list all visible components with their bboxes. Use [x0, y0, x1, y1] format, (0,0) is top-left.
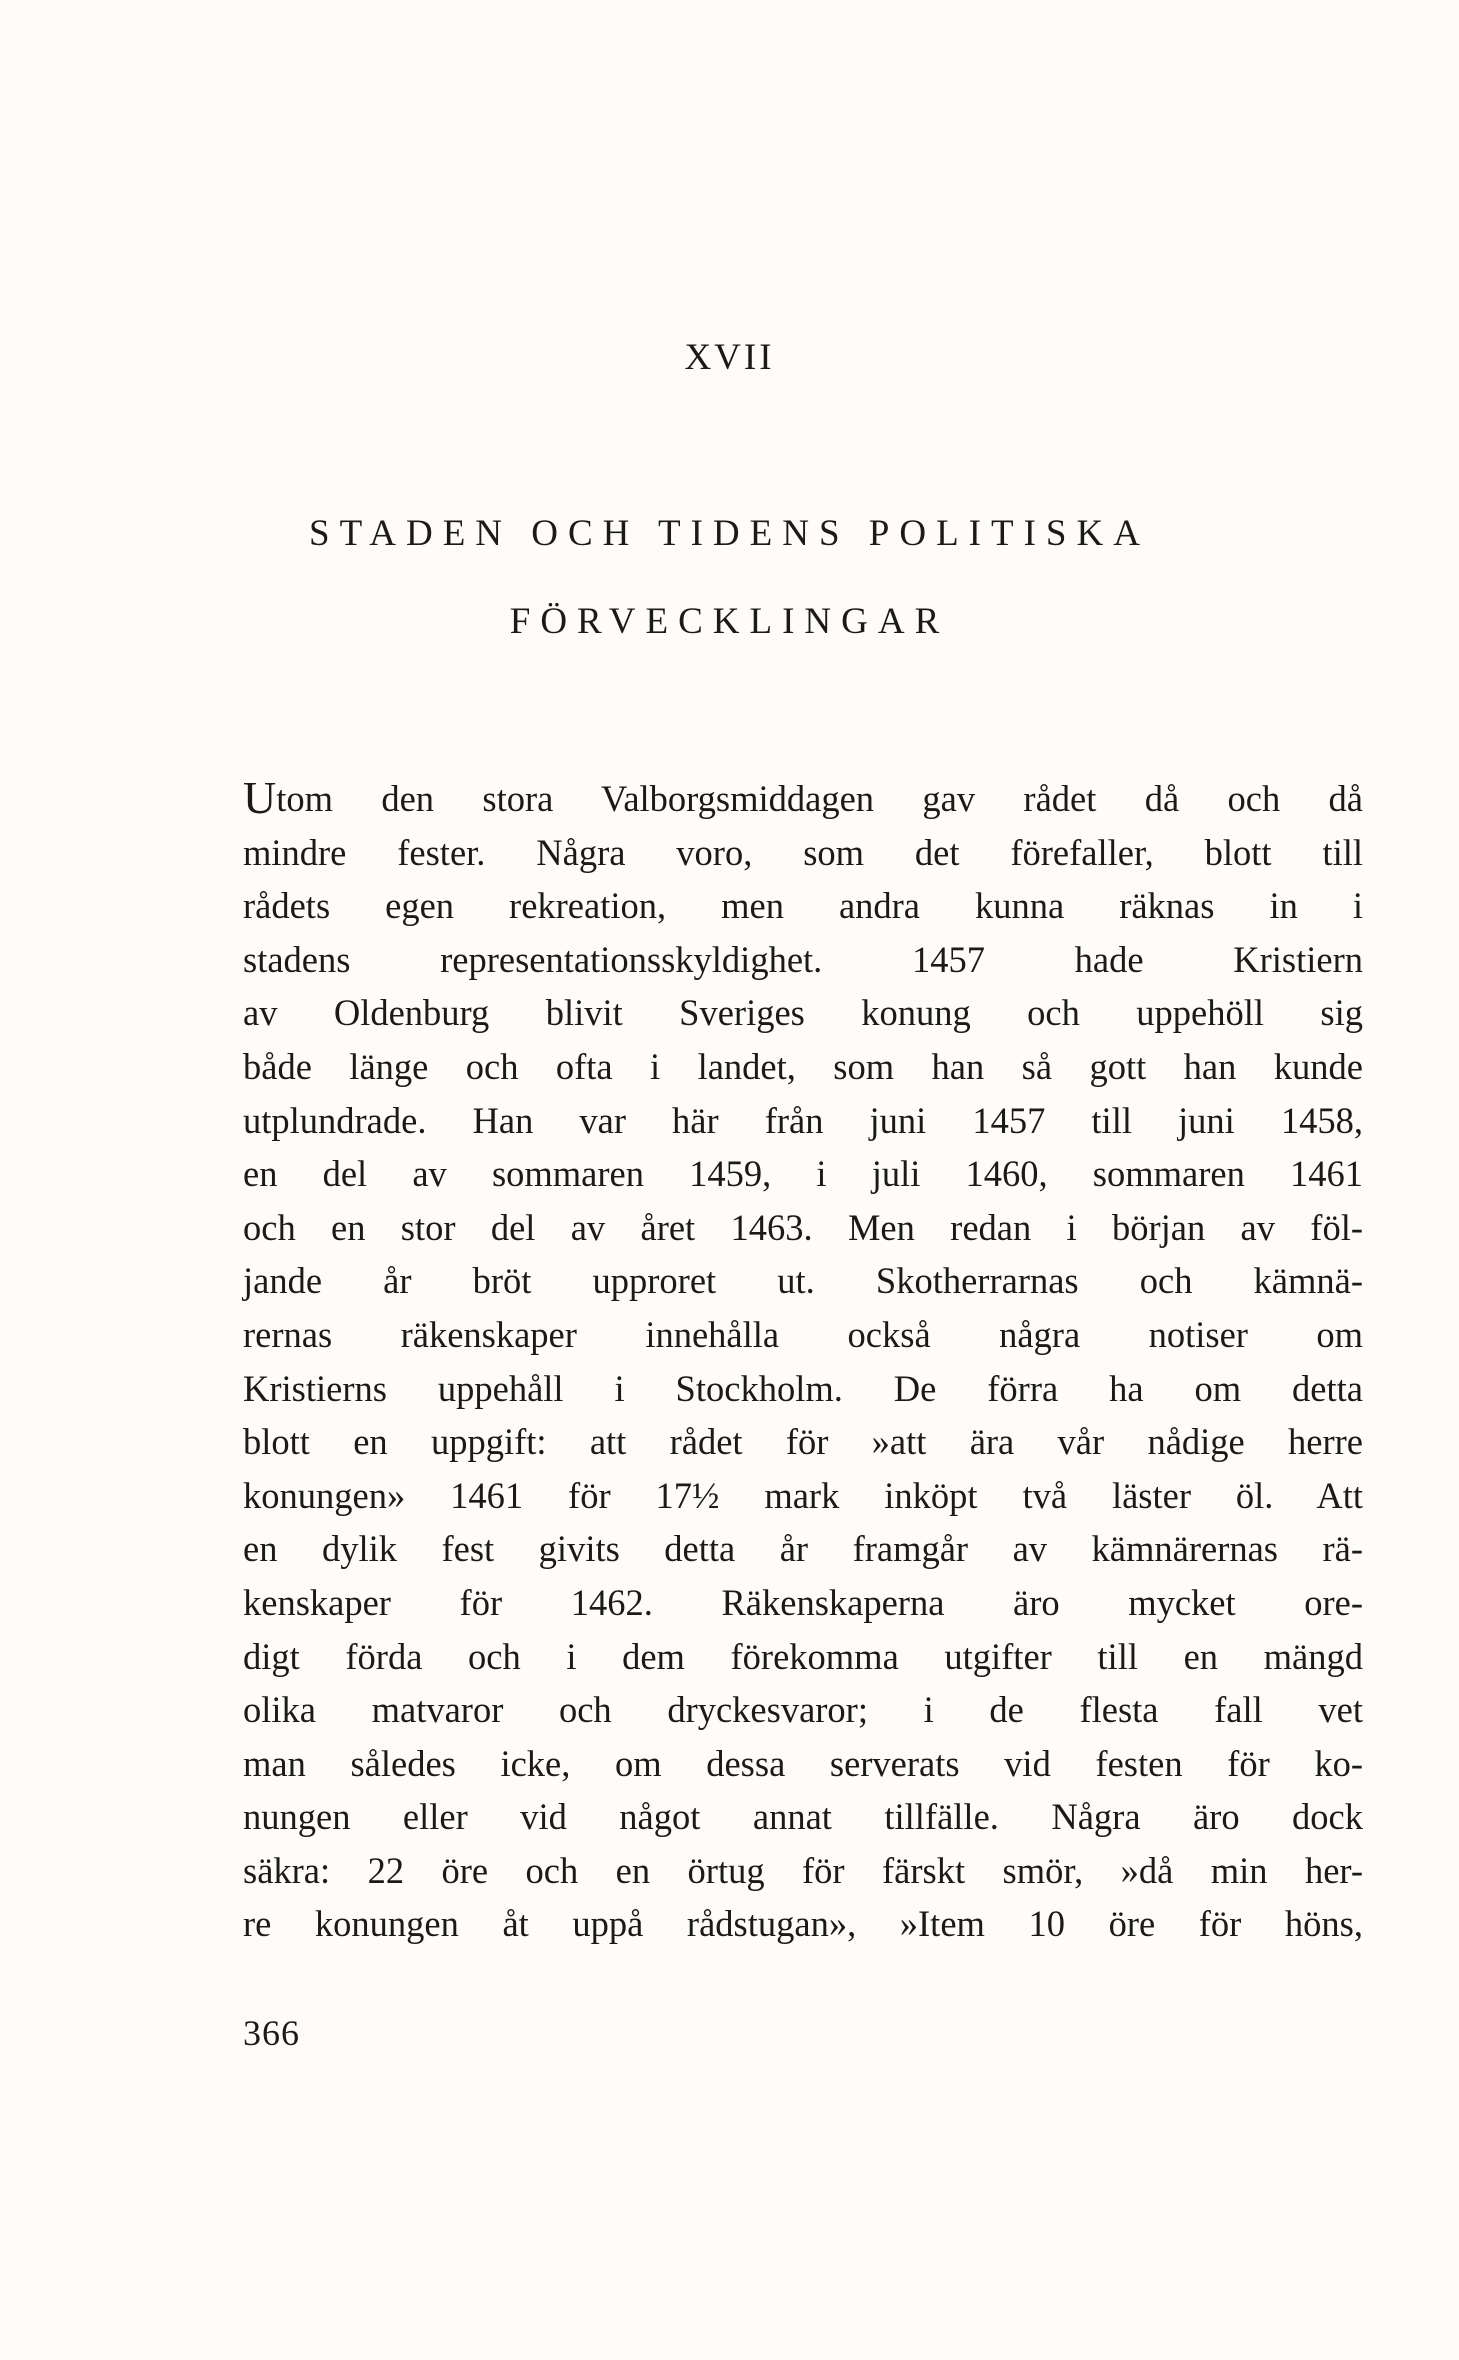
text-line: av Oldenburg blivit Sveriges konung och uppehöll sig — [243, 992, 1363, 1034]
text-line: och en stor del av året 1463. Men redan i början av föl- — [243, 1206, 1363, 1248]
text-line: jande år bröt upproret ut. Skotherrarnas och kämnä- — [243, 1260, 1363, 1302]
text-line: en dylik fest givits detta år framgår av kämnärernas rä- — [243, 1528, 1363, 1570]
page-number: 366 — [243, 2013, 300, 2053]
text-line: re konungen åt uppå rådstugan», »Item 10 öre för höns, — [243, 1903, 1363, 1945]
body-paragraph — [243, 772, 1363, 1951]
chapter-title-line-1: STADEN OCH TIDENS POLITISKA — [309, 513, 1150, 554]
text-line: nungen eller vid något annat tillfälle. Några äro dock — [243, 1796, 1363, 1838]
text-line: både länge och ofta i landet, som han så gott han kunde — [243, 1045, 1363, 1087]
text-line: stadens representationsskyldighet. 1457 hade Kristiern — [243, 938, 1363, 980]
text-line: mindre fester. Några voro, som det förefaller, blott till — [243, 831, 1363, 873]
text-line: digt förda och i dem förekomma utgifter till en mängd — [243, 1635, 1363, 1677]
text-line: Kristierns uppehåll i Stockholm. De förra ha om detta — [243, 1367, 1363, 1409]
text-line: olika matvaror och dryckesvaror; i de flesta fall vet — [243, 1689, 1363, 1731]
text-line: en del av sommaren 1459, i juli 1460, sommaren 1461 — [243, 1153, 1363, 1195]
text-line: säkra: 22 öre och en örtug för färskt smör, »då min her- — [243, 1849, 1363, 1891]
chapter-number: XVII — [684, 337, 775, 378]
text-line: konungen» 1461 för 17½ mark inköpt två läster öl. Att — [243, 1474, 1363, 1516]
first-line-text: tom den stora Valborgsmiddagen gav rådet då och då — [276, 778, 1363, 819]
text-line: man således icke, om dessa serverats vid festen för ko- — [243, 1742, 1363, 1784]
text-line: kenskaper för 1462. Räkenskaperna äro mycket ore- — [243, 1581, 1363, 1623]
text-line — [243, 772, 1363, 826]
text-line: rernas räkenskaper innehålla också några notiser om — [243, 1313, 1363, 1355]
text-line: blott en uppgift: att rådet för »att ära vår nådige herre — [243, 1421, 1363, 1463]
text-line: rådets egen rekreation, men andra kunna räknas in i — [243, 885, 1363, 927]
text-line: utplundrade. Han var här från juni 1457 till juni 1458, — [243, 1099, 1363, 1141]
chapter-title-line-2: FÖRVECKLINGAR — [509, 601, 950, 642]
initial-letter: U — [243, 772, 277, 823]
